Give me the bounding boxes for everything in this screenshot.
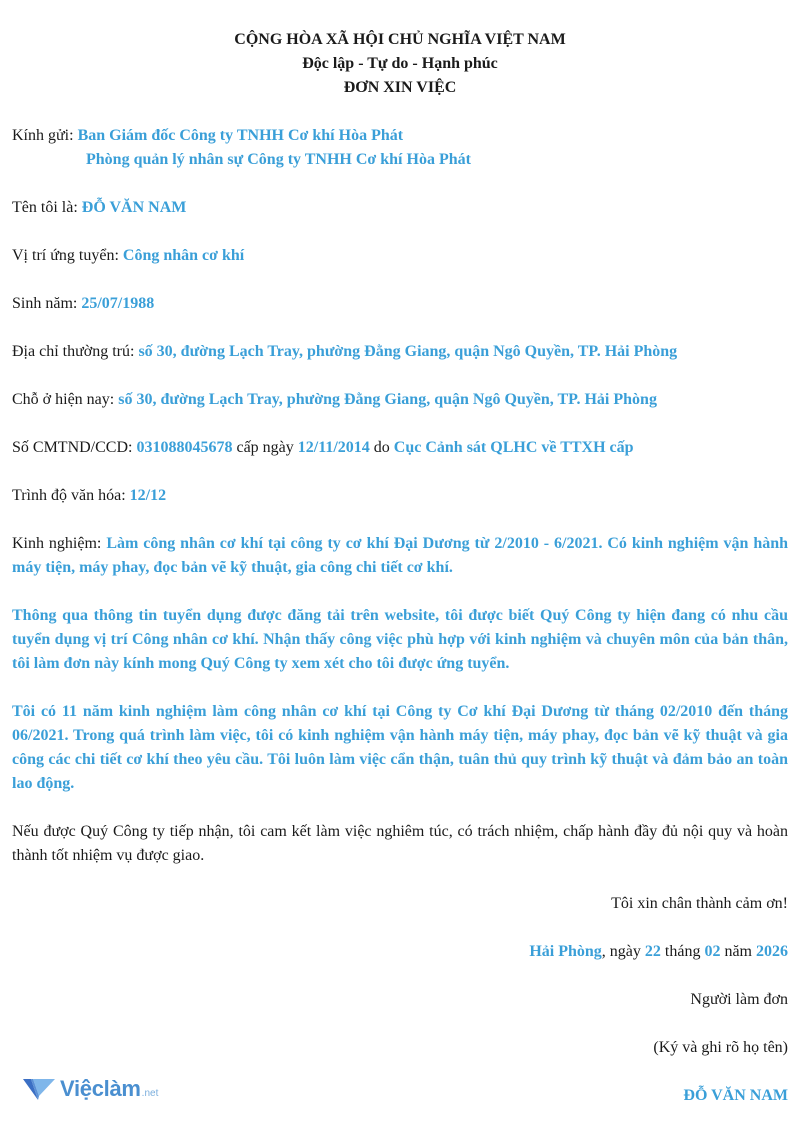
birth-row — [12, 292, 788, 316]
position-label: Vị trí ứng tuyển: — [12, 247, 119, 264]
name-value: ĐỖ VĂN NAM — [81, 199, 187, 216]
name-label: Tên tôi là: — [12, 199, 78, 216]
id-issued-date: 12/11/2014 — [297, 439, 370, 456]
education-label: Trình độ văn hóa: — [12, 487, 126, 504]
day: 22 — [644, 943, 661, 960]
permanent-address-value: số 30, đường Lạch Tray, phường Đằng Giang, quận Ngô Quyền, TP. Hải Phòng — [138, 343, 678, 360]
position-row — [12, 244, 788, 268]
logo-suffix: .net — [141, 1087, 159, 1099]
place-date-line — [529, 940, 788, 964]
id-by-label: do — [373, 439, 390, 456]
sign-note: (Ký và ghi rõ họ tên) — [653, 1039, 788, 1056]
id-issuer: Cục Cảnh sát QLHC về TTXH cấp — [393, 439, 634, 456]
current-address-row — [12, 388, 788, 412]
permanent-address-label: Địa chỉ thường trú: — [12, 343, 135, 360]
id-card-label: Số CMTND/CCD: — [12, 439, 133, 456]
recipient-value-2: Phòng quản lý nhân sự Công ty TNHH Cơ khí Hòa Phát — [86, 151, 471, 168]
current-address-label: Chỗ ở hiện nay: — [12, 391, 115, 408]
education-row — [12, 484, 788, 508]
recipient-value-1: Ban Giám đốc Công ty TNHH Cơ khí Hòa Phát — [77, 127, 404, 144]
name-row — [12, 196, 788, 220]
year: 2026 — [756, 943, 788, 960]
id-card-row — [12, 436, 788, 460]
logo-text: Việclàm — [60, 1076, 141, 1101]
paragraph-application-reason: Thông qua thông tin tuyển dụng được đăng tải trên website, tôi được biết Quý Công ty hiện đang có nhu cầu tuyển dụng vị trí Công nhân cơ khí. Nhận thấy công việc phù hợp với kinh nghiệm và chuyên môn của bản thân, tôi làm đơn này kính mong Quý Công ty xem xét cho tôi được ứng tuyển. — [12, 607, 788, 672]
birth-label: Sinh năm: — [12, 295, 78, 312]
position-value: Công nhân cơ khí — [122, 247, 245, 264]
month-label: tháng — [664, 943, 701, 960]
vieclam-logo-icon — [22, 1076, 56, 1102]
vieclam-logo[interactable] — [22, 1074, 158, 1104]
recipient-line-2 — [86, 148, 786, 172]
document-title: ĐƠN XIN VIỆC — [343, 79, 457, 96]
permanent-address-row — [12, 340, 788, 364]
thanks-line: Tôi xin chân thành cảm ơn! — [611, 895, 788, 912]
day-label: , ngày — [601, 943, 641, 960]
signer-label: Người làm đơn — [690, 991, 788, 1008]
education-value: 12/12 — [129, 487, 167, 504]
paragraph-experience-detail: Tôi có 11 năm kinh nghiệm làm công nhân cơ khí tại Công ty Cơ khí Đại Dương từ tháng 02/2010 đến tháng 06/2021. Trong quá trình làm việc, tôi có kinh nghiệm vận hành máy tiện, máy phay, đọc bản vẽ kỹ thuật và gia công các chi tiết cơ khí theo yêu cầu. Tôi luôn làm việc cẩn thận, tuân thủ quy trình kỹ thuật và đảm bảo an toàn lao động. — [12, 703, 788, 792]
experience-label: Kinh nghiệm: — [12, 535, 102, 552]
experience-value: Làm công nhân cơ khí tại công ty cơ khí Đại Dương từ 2/2010 - 6/2021. Có kinh nghiệm vận hành máy tiện, máy phay, đọc bản vẽ kỹ thuật, gia công chi tiết cơ khí. — [12, 535, 789, 576]
signer-name: ĐỖ VĂN NAM — [683, 1087, 788, 1104]
recipient-line-1 — [12, 124, 788, 148]
paragraph-commitment: Nếu được Quý Công ty tiếp nhận, tôi cam kết làm việc nghiêm túc, có trách nhiệm, chấp hành đầy đủ nội quy và hoàn thành tốt nhiệm vụ được giao. — [12, 823, 788, 864]
month: 02 — [704, 943, 721, 960]
national-title: CỘNG HÒA XÃ HỘI CHỦ NGHĨA VIỆT NAM — [234, 31, 566, 48]
id-issued-label: cấp ngày — [236, 439, 294, 456]
recipient-label: Kính gửi: — [12, 127, 74, 144]
place: Hải Phòng — [529, 943, 602, 960]
birth-value: 25/07/1988 — [81, 295, 155, 312]
current-address-value: số 30, đường Lạch Tray, phường Đằng Giang, quận Ngô Quyền, TP. Hải Phòng — [118, 391, 657, 408]
year-label: năm — [724, 943, 752, 960]
experience-row — [12, 532, 788, 580]
id-card-number: 031088045678 — [136, 439, 233, 456]
motto: Độc lập - Tự do - Hạnh phúc — [302, 55, 498, 72]
